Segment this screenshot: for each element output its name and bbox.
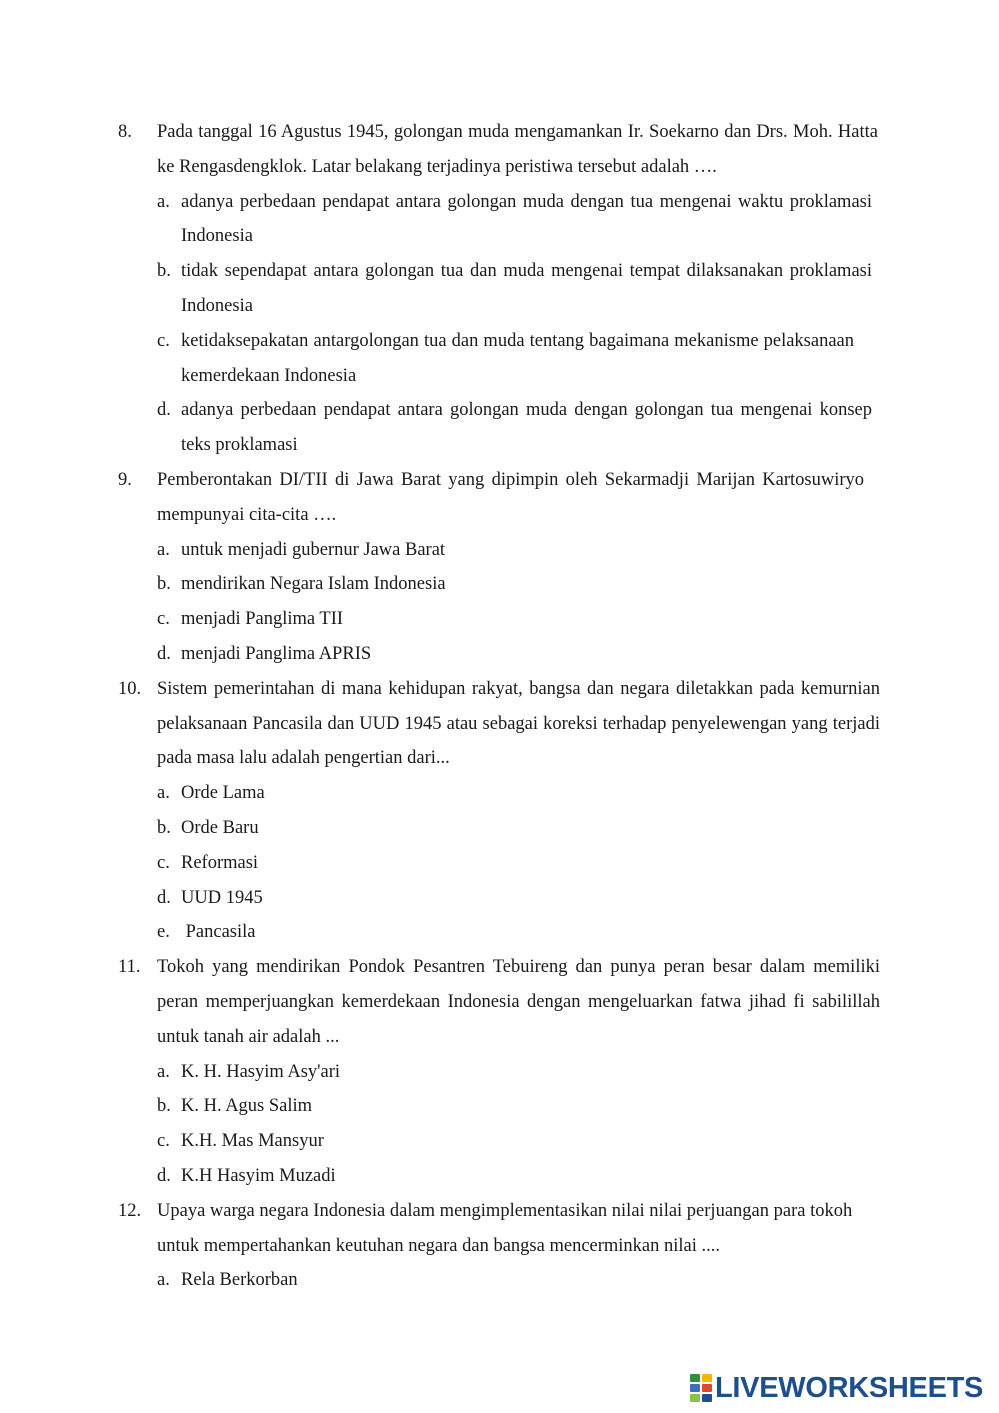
option-letter: d. [157, 1165, 171, 1186]
option-text: menjadi Panglima APRIS [181, 643, 372, 664]
option-text: Rela Berkorban [181, 1270, 298, 1291]
option-text: Reformasi [181, 852, 259, 873]
question-text: Pada tanggal 16 Agustus 1945, golongan muda mengamankan Ir. Soekarno dan Drs. Moh. Hatta ke Rengasdengklok. Latar belakang terjadinya peristiwa tersebut adalah …. [157, 122, 878, 177]
option-letter: d. [157, 887, 171, 908]
option-letter: c. [157, 1131, 170, 1152]
option-d [157, 1159, 880, 1194]
brand-name: LIVEWORKSHEETS [715, 1372, 984, 1404]
option-b [157, 1089, 880, 1124]
option-letter: b. [157, 261, 171, 282]
option-text: K.H. Mas Mansyur [181, 1131, 324, 1152]
option-b [157, 567, 880, 602]
option-a [157, 533, 880, 568]
question-text: Upaya warga negara Indonesia dalam mengimplementasikan nilai nilai perjuangan para tokoh untuk mempertahankan keutuhan negara dan bangsa mencerminkan nilai .... [157, 1200, 853, 1256]
option-text: ketidaksepakatan antargolongan tua dan muda tentang bagaimana mekanisme pelaksanaan kemerdekaan Indonesia [181, 330, 854, 386]
option-c [157, 846, 880, 881]
option-a [157, 776, 880, 811]
option-text: Orde Lama [181, 783, 265, 804]
option-letter: a. [157, 1270, 170, 1291]
option-a [157, 185, 872, 255]
option-letter: a. [157, 1061, 170, 1082]
logo-mark-tile [690, 1394, 700, 1402]
option-letter: e. [157, 922, 170, 943]
question-number: 8. [118, 122, 132, 142]
option-b [157, 811, 880, 846]
question-9 [118, 463, 880, 672]
question-number: 10. [118, 678, 142, 699]
option-text: K. H. Agus Salim [181, 1096, 313, 1117]
liveworksheets-logo-icon [690, 1374, 712, 1402]
option-letter: b. [157, 1096, 171, 1117]
option-text: K.H Hasyim Muzadi [181, 1165, 336, 1186]
option-b [157, 254, 872, 324]
option-d [157, 637, 880, 672]
option-a [157, 1263, 880, 1298]
option-text: Orde Baru [181, 817, 259, 838]
option-c [157, 602, 880, 637]
option-letter: c. [157, 609, 170, 630]
logo-mark-tile [702, 1384, 712, 1392]
option-letter: c. [157, 330, 170, 351]
question-number: 12. [118, 1200, 142, 1221]
option-d [157, 393, 872, 463]
question-8 [118, 115, 880, 463]
logo-mark-tile [702, 1374, 712, 1382]
question-12 [118, 1194, 880, 1298]
option-letter: d. [157, 400, 171, 421]
option-text: untuk menjadi gubernur Jawa Barat [181, 539, 446, 560]
option-text: adanya perbedaan pendapat antara golongan muda dengan tua mengenai waktu proklamasi Indonesia [181, 191, 872, 247]
option-letter: d. [157, 643, 171, 664]
question-list [118, 115, 880, 1298]
question-text: Pemberontakan DI/TII di Jawa Barat yang dipimpin oleh Sekarmadji Marijan Kartosuwiryo mempunyai cita-cita …. [157, 469, 864, 525]
option-list [157, 185, 872, 463]
option-letter: a. [157, 191, 170, 212]
option-list [157, 1055, 880, 1194]
logo-mark-tile [690, 1374, 700, 1382]
option-e [157, 915, 880, 950]
option-letter: a. [157, 539, 170, 560]
option-list [157, 776, 880, 950]
option-c [157, 324, 872, 394]
logo-mark-tile [702, 1394, 712, 1402]
option-letter: b. [157, 574, 171, 595]
option-a [157, 1055, 880, 1090]
option-text: mendirikan Negara Islam Indonesia [181, 574, 446, 595]
option-text: tidak sependapat antara golongan tua dan muda mengenai tempat dilaksanakan proklamasi Indonesia [181, 261, 872, 316]
option-list [157, 533, 880, 672]
option-letter: c. [157, 852, 170, 873]
option-letter: a. [157, 783, 170, 804]
option-list [157, 1263, 880, 1298]
option-c [157, 1124, 880, 1159]
liveworksheets-logo[interactable] [690, 1373, 983, 1403]
question-10 [118, 672, 880, 950]
question-text: Sistem pemerintahan di mana kehidupan rakyat, bangsa dan negara diletakkan pada kemurnian pelaksanaan Pancasila dan UUD 1945 atau sebagai koreksi terhadap penyelewengan yang terjadi pada masa lalu adalah pengertian dari... [157, 678, 880, 769]
option-text: adanya perbedaan pendapat antara golongan muda dengan golongan tua mengenai konsep teks proklamasi [181, 400, 872, 456]
option-text: K. H. Hasyim Asy'ari [181, 1061, 341, 1082]
option-text: UUD 1945 [181, 887, 263, 908]
question-11 [118, 950, 880, 1194]
question-text: Tokoh yang mendirikan Pondok Pesantren Tebuireng dan punya peran besar dalam memiliki peran memperjuangkan kemerdekaan Indonesia dengan mengeluarkan fatwa jihad fi sabilillah untuk tanah air adalah ... [157, 957, 880, 1047]
option-letter: b. [157, 817, 171, 838]
logo-mark-tile [690, 1384, 700, 1392]
option-text: Pancasila [181, 922, 256, 943]
question-number: 11. [118, 957, 141, 978]
option-d [157, 881, 880, 916]
option-text: menjadi Panglima TII [181, 609, 344, 630]
question-number: 9. [118, 469, 132, 490]
